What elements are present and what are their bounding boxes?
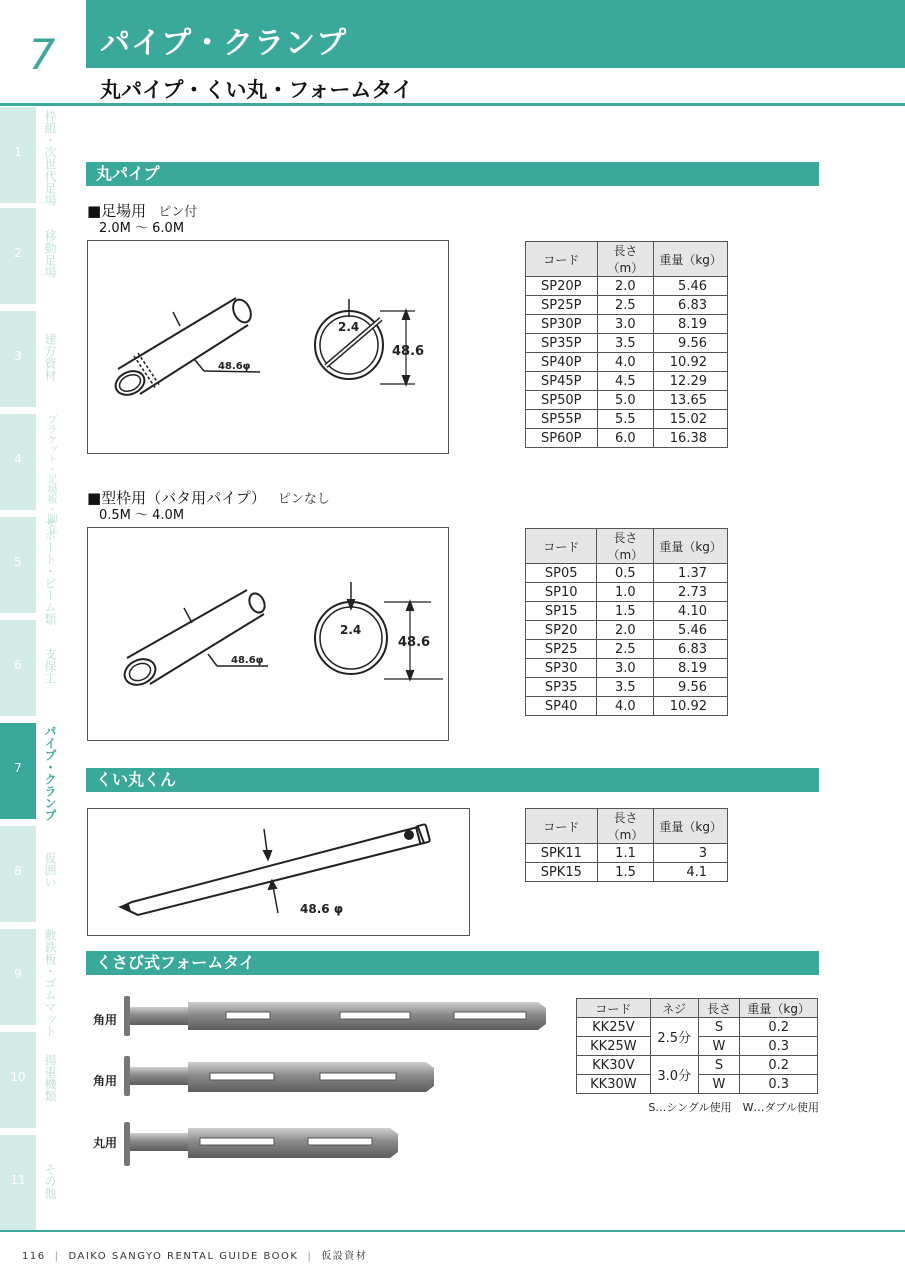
table-row bbox=[526, 621, 728, 640]
cell-weight: 12.29 bbox=[654, 372, 728, 391]
cell-code: SP50P bbox=[526, 391, 598, 410]
heading-text: ■足場用 bbox=[87, 202, 147, 220]
sidebar-label-8: 仮囲い bbox=[43, 852, 57, 888]
table-row bbox=[526, 863, 728, 882]
cell-code: SP05 bbox=[526, 564, 597, 583]
cell-code: SP15 bbox=[526, 602, 597, 621]
header-rule bbox=[0, 103, 905, 106]
table-row bbox=[526, 844, 728, 863]
sidebar-label-1: 枠組・次世代足場 bbox=[43, 110, 57, 206]
cell-length: 4.0 bbox=[597, 353, 654, 372]
cell-weight: 10.92 bbox=[654, 697, 728, 716]
cell-weight: 5.46 bbox=[654, 621, 728, 640]
length-range-ashiba: 2.0M ～ 6.0M bbox=[99, 221, 185, 236]
sidebar-label-11: その他 bbox=[43, 1163, 57, 1199]
page-number: 116 bbox=[22, 1251, 46, 1262]
cell-length: W bbox=[698, 1075, 740, 1094]
table-body-formtie bbox=[577, 1018, 818, 1094]
cell-weight: 10.92 bbox=[654, 353, 728, 372]
cell-length: 4.0 bbox=[597, 697, 654, 716]
table-header-row bbox=[577, 999, 818, 1018]
fig-thickness-label: 2.4 bbox=[338, 320, 360, 334]
cell-code: SPK15 bbox=[526, 863, 598, 882]
table-body-ashiba bbox=[526, 277, 728, 448]
sidebar-num-9: 9 bbox=[14, 967, 22, 981]
heading-note: ピンなし bbox=[277, 492, 330, 507]
cell-code: KK30V bbox=[577, 1056, 651, 1075]
table-row bbox=[526, 334, 728, 353]
table-row bbox=[526, 640, 728, 659]
formtie-label-maru: 丸用 bbox=[93, 1136, 118, 1150]
cell-weight: 3 bbox=[654, 844, 728, 863]
page-footer: 116 | DAIKO SANGYO RENTAL GUIDE BOOK | 仮設資材 bbox=[22, 1247, 367, 1262]
cell-code: SP30P bbox=[526, 315, 598, 334]
cell-length: 1.5 bbox=[597, 863, 654, 882]
spec-table-formtie bbox=[576, 998, 818, 1094]
col-header-length: 長さ bbox=[698, 999, 740, 1018]
book-title: DAIKO SANGYO RENTAL GUIDE BOOK bbox=[68, 1251, 299, 1262]
cell-weight: 4.10 bbox=[654, 602, 728, 621]
formtie-photos bbox=[118, 990, 554, 1170]
sidebar-label-5: サポート・ビーム類 bbox=[43, 517, 57, 625]
footer-category: 仮設資材 bbox=[321, 1251, 368, 1262]
formtie-legend-note: S…シングル使用 W…ダブル使用 bbox=[648, 1101, 819, 1114]
cell-code: KK25V bbox=[577, 1018, 651, 1037]
section-bar-maru-pipe bbox=[86, 162, 819, 186]
cell-code: SP35P bbox=[526, 334, 598, 353]
table-row bbox=[526, 372, 728, 391]
formtie-kaku-1-image bbox=[124, 996, 546, 1036]
cell-neji: 3.0分 bbox=[650, 1056, 698, 1094]
cell-weight: 8.19 bbox=[654, 659, 728, 678]
cell-length: 5.5 bbox=[597, 410, 654, 429]
page-subtitle: 丸パイプ・くい丸・フォームタイ bbox=[100, 78, 413, 102]
length-range-katawaku: 0.5M ～ 4.0M bbox=[99, 508, 185, 523]
cell-neji: 2.5分 bbox=[650, 1018, 698, 1056]
sidebar-num-10: 10 bbox=[10, 1070, 26, 1084]
col-header-code: コード bbox=[577, 999, 651, 1018]
sidebar-num-5: 5 bbox=[14, 555, 22, 569]
cell-code: SPK11 bbox=[526, 844, 598, 863]
sidebar-label-4: ブラケット・足場板・脚立 bbox=[45, 414, 56, 534]
col-header-length: 長さ（m） bbox=[597, 809, 654, 844]
cell-weight: 4.1 bbox=[654, 863, 728, 882]
fig-dia-phi-label: 48.6φ bbox=[218, 361, 251, 372]
formtie-kaku-2-image bbox=[124, 1056, 434, 1096]
table-row bbox=[526, 564, 728, 583]
cell-weight: 0.2 bbox=[740, 1056, 818, 1075]
cell-code: SP25 bbox=[526, 640, 597, 659]
cell-weight: 1.37 bbox=[654, 564, 728, 583]
sidebar-label-3: 建方資材 bbox=[43, 333, 57, 381]
cell-length: 2.0 bbox=[597, 621, 654, 640]
table-row bbox=[526, 659, 728, 678]
table-row bbox=[526, 277, 728, 296]
table-row bbox=[577, 1018, 818, 1037]
table-row bbox=[577, 1056, 818, 1075]
cell-length: 3.0 bbox=[597, 659, 654, 678]
cell-length: 1.1 bbox=[597, 844, 654, 863]
cell-weight: 6.83 bbox=[654, 640, 728, 659]
heading-text: ■型枠用（バタ用パイプ） bbox=[87, 489, 266, 507]
table-row bbox=[526, 583, 728, 602]
section-title-maru-pipe: 丸パイプ bbox=[96, 164, 160, 183]
table-row bbox=[526, 296, 728, 315]
fig-diameter-label: 48.6 bbox=[398, 635, 431, 650]
section-bar-kuimaru bbox=[86, 768, 819, 792]
table-row bbox=[526, 353, 728, 372]
table-row bbox=[526, 391, 728, 410]
pipe-with-pin-drawing bbox=[88, 241, 448, 453]
table-header-row bbox=[526, 529, 728, 564]
cell-length: 2.0 bbox=[597, 277, 654, 296]
section-title-kuimaru: くい丸くん bbox=[96, 770, 177, 789]
cell-weight: 9.56 bbox=[654, 334, 728, 353]
figure-box-kuimaru bbox=[87, 808, 470, 936]
table-row bbox=[526, 678, 728, 697]
cell-length: W bbox=[698, 1037, 740, 1056]
cell-weight: 13.65 bbox=[654, 391, 728, 410]
cell-code: SP40P bbox=[526, 353, 598, 372]
table-row bbox=[526, 602, 728, 621]
spec-table-katawaku bbox=[525, 528, 728, 716]
cell-code: SP55P bbox=[526, 410, 598, 429]
cell-length: 3.0 bbox=[597, 315, 654, 334]
stake-pipe-drawing bbox=[88, 809, 469, 935]
col-header-length: 長さ（m） bbox=[597, 242, 654, 277]
spec-table-ashiba bbox=[525, 241, 728, 448]
cell-length: S bbox=[698, 1056, 740, 1075]
col-header-code: コード bbox=[526, 529, 597, 564]
formtie-label-kaku-1: 角用 bbox=[93, 1013, 118, 1027]
sidebar-num-11: 11 bbox=[10, 1173, 26, 1187]
sidebar-label-9: 敷鉄板・ゴムマット bbox=[43, 929, 57, 1037]
cell-length: 0.5 bbox=[597, 564, 654, 583]
col-header-length: 長さ（m） bbox=[597, 529, 654, 564]
cell-code: SP30 bbox=[526, 659, 597, 678]
table-header-row bbox=[526, 809, 728, 844]
sidebar-num-7: 7 bbox=[14, 761, 22, 775]
table-row bbox=[526, 410, 728, 429]
cell-code: KK30W bbox=[577, 1075, 651, 1094]
sidebar-label-2: 移動足場 bbox=[43, 230, 57, 278]
table-body-kuimaru bbox=[526, 844, 728, 882]
page-title: パイプ・クランプ bbox=[100, 26, 348, 61]
sidebar-num-8: 8 bbox=[14, 864, 22, 878]
table-header-row bbox=[526, 242, 728, 277]
footer-rule bbox=[0, 1230, 905, 1232]
cell-code: SP25P bbox=[526, 296, 598, 315]
sidebar-num-2: 2 bbox=[14, 246, 22, 260]
formtie-label-kaku-2: 角用 bbox=[93, 1074, 118, 1088]
table-row bbox=[526, 429, 728, 448]
figure-box-ashiba-pipe bbox=[87, 240, 449, 454]
cell-length: 2.5 bbox=[597, 640, 654, 659]
cell-code: SP40 bbox=[526, 697, 597, 716]
cell-weight: 0.2 bbox=[740, 1018, 818, 1037]
col-header-neji: ネジ bbox=[650, 999, 698, 1018]
cell-weight: 0.3 bbox=[740, 1075, 818, 1094]
sidebar-num-1: 1 bbox=[14, 145, 22, 159]
section-title-formtie: くさび式フォームタイ bbox=[96, 953, 255, 972]
cell-weight: 6.83 bbox=[654, 296, 728, 315]
cell-weight: 5.46 bbox=[654, 277, 728, 296]
cell-code: SP35 bbox=[526, 678, 597, 697]
fig-thickness-label: 2.4 bbox=[340, 623, 362, 637]
cell-length: 3.5 bbox=[597, 678, 654, 697]
table-body-katawaku bbox=[526, 564, 728, 716]
fig-diameter-label: 48.6 bbox=[392, 344, 425, 359]
cell-code: SP45P bbox=[526, 372, 598, 391]
cell-weight: 9.56 bbox=[654, 678, 728, 697]
col-header-code: コード bbox=[526, 809, 598, 844]
cell-code: SP20 bbox=[526, 621, 597, 640]
fig-dia-phi-label: 48.6 φ bbox=[300, 902, 344, 916]
sidebar-num-4: 4 bbox=[14, 452, 22, 466]
col-header-code: コード bbox=[526, 242, 598, 277]
cell-code: SP20P bbox=[526, 277, 598, 296]
cell-weight: 16.38 bbox=[654, 429, 728, 448]
cell-length: 1.0 bbox=[597, 583, 654, 602]
cell-length: 4.5 bbox=[597, 372, 654, 391]
cell-code: SP10 bbox=[526, 583, 597, 602]
sidebar-num-3: 3 bbox=[14, 349, 22, 363]
cell-weight: 2.73 bbox=[654, 583, 728, 602]
figure-box-katawaku-pipe bbox=[87, 527, 449, 741]
sidebar-num-6: 6 bbox=[14, 658, 22, 672]
pipe-without-pin-drawing bbox=[88, 528, 448, 740]
spec-table-kuimaru bbox=[525, 808, 728, 882]
chapter-number: 7 bbox=[28, 30, 56, 79]
cell-length: S bbox=[698, 1018, 740, 1037]
cell-weight: 15.02 bbox=[654, 410, 728, 429]
cell-code: KK25W bbox=[577, 1037, 651, 1056]
fig-dia-phi-label: 48.6φ bbox=[231, 655, 264, 666]
cell-length: 2.5 bbox=[597, 296, 654, 315]
col-header-weight: 重量（kg） bbox=[654, 529, 728, 564]
table-row bbox=[526, 697, 728, 716]
cell-weight: 8.19 bbox=[654, 315, 728, 334]
cell-length: 5.0 bbox=[597, 391, 654, 410]
col-header-weight: 重量（kg） bbox=[654, 242, 728, 277]
formtie-maru-image bbox=[124, 1122, 398, 1166]
col-header-weight: 重量（kg） bbox=[654, 809, 728, 844]
sidebar-label-10: 揚重機類 bbox=[43, 1054, 57, 1102]
cell-length: 3.5 bbox=[597, 334, 654, 353]
col-header-weight: 重量（kg） bbox=[740, 999, 818, 1018]
sidebar-label-6: 支保工 bbox=[43, 648, 57, 684]
cell-code: SP60P bbox=[526, 429, 598, 448]
cell-weight: 0.3 bbox=[740, 1037, 818, 1056]
sidebar-label-7: パイプ・クランプ bbox=[43, 725, 57, 821]
cell-length: 6.0 bbox=[597, 429, 654, 448]
heading-note: ピン付 bbox=[158, 205, 198, 220]
table-row bbox=[526, 315, 728, 334]
cell-length: 1.5 bbox=[597, 602, 654, 621]
